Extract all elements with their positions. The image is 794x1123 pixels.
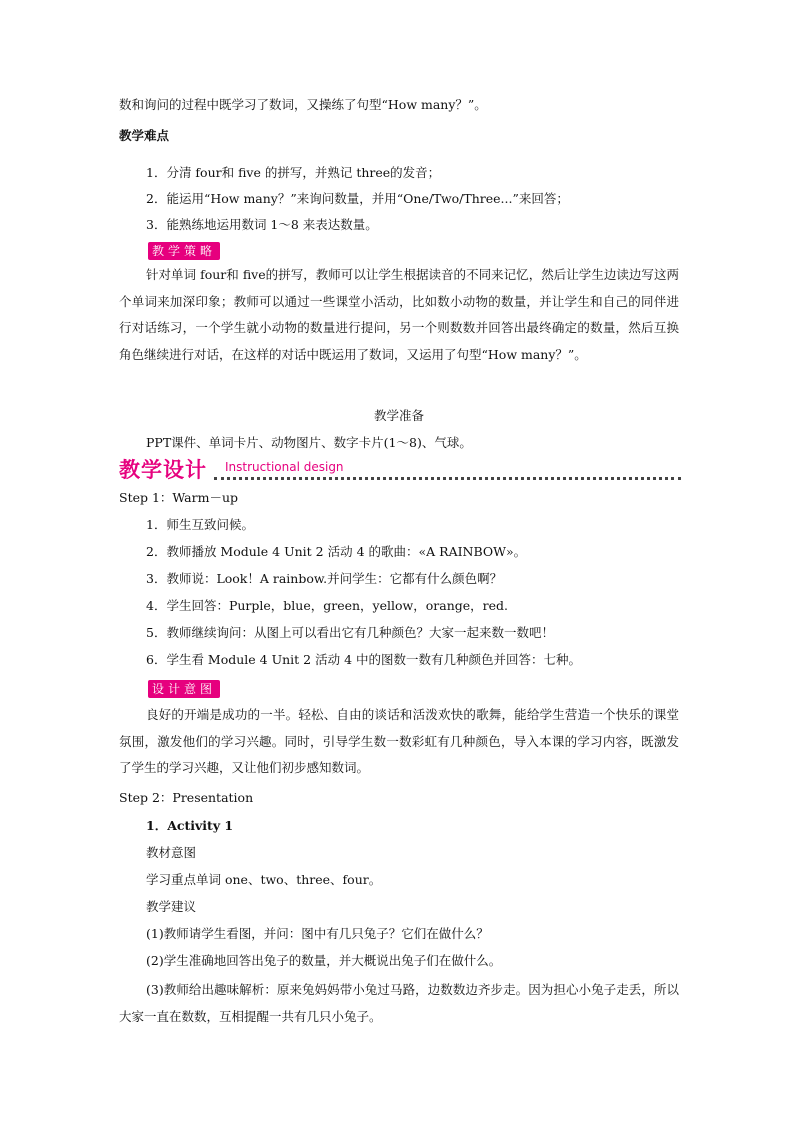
- intent-paragraph: 良好的开端是成功的一半。轻松、自由的谈话和活泼欢快的歌舞，能给学生营造一个快乐的课堂氛围，激发他们的学习兴趣。同时，引导学生数一数彩虹有几种颜色，导入本课的学习内容，既激发了学生的学习兴趣，又让他们初步感知数词。: [119, 707, 679, 775]
- design-title-cn: 教学设计: [119, 458, 207, 482]
- material-intent-label: 教材意图: [146, 845, 197, 860]
- step1-item-2: 2．教师播放 Module 4 Unit 2 活动 4 的歌曲：«A RAINBOW»。: [146, 544, 527, 559]
- difficulty-heading: 教学难点: [119, 128, 170, 143]
- suggestion-1: (1)教师请学生看图，并问：图中有几只兔子？它们在做什么？: [146, 926, 489, 941]
- step1-item-5: 5．教师继续询问：从图上可以看出它有几种颜色？大家一起来数一数吧！: [146, 625, 554, 640]
- difficulty-item-3: 3．能熟练地运用数词 1～8 来表达数量。: [146, 217, 378, 232]
- material-intent-text: 学习重点单词 one、two、three、four。: [146, 872, 382, 887]
- activity-1-heading: 1．Activity 1: [146, 818, 234, 833]
- step2-heading: Step 2：Presentation: [119, 790, 254, 805]
- intro-line: 数和询问的过程中既学习了数词，又操练了句型“How many？”。: [119, 97, 487, 112]
- teaching-suggestion-label: 教学建议: [146, 899, 197, 914]
- step1-item-3: 3．教师说：Look！A rainbow.并问学生：它都有什么颜色啊？: [146, 571, 503, 586]
- intent-tag: 设计意图: [148, 680, 220, 698]
- suggestion-2: (2)学生准确地回答出兔子的数量，并大概说出兔子们在做什么。: [146, 953, 502, 968]
- difficulty-item-1: 1．分清 four和 five 的拼写，并熟记 three的发音；: [146, 165, 441, 180]
- step1-heading: Step 1：Warm－up: [119, 490, 239, 505]
- design-title-en: Instructional design: [225, 460, 344, 474]
- strategy-tag: 教学策略: [148, 242, 220, 260]
- difficulty-item-2: 2．能运用“How many？”来询问数量，并用“One/Two/Three...”来回答；: [146, 191, 569, 206]
- step1-item-6: 6．学生看 Module 4 Unit 2 活动 4 中的图数一数有几种颜色并回答：七种。: [146, 652, 582, 667]
- step1-item-4: 4．学生回答：Purple，blue，green，yellow，orange，red.: [146, 598, 508, 613]
- step1-item-1: 1．师生互致问候。: [146, 517, 254, 532]
- instructional-design-banner: [119, 456, 681, 486]
- strategy-paragraph: 针对单词 four和 five的拼写，教师可以让学生根据读音的不同来记忆，然后让学生边读边写这两个单词来加深印象；教师可以通过一些课堂小活动，比如数小动物的数量，并让学生和自己的同伴进行对话练习，一个学生就小动物的数量进行提问，另一个则数数并回答出最终确定的数量，然后互换角色继续进行对话，在这样的对话中既运用了数词，又运用了句型“How many？”。: [119, 267, 679, 362]
- preparation-heading: 教学准备: [373, 408, 424, 423]
- suggestion-3: (3)教师给出趣味解析：原来兔妈妈带小兔过马路，边数数边齐步走。因为担心小兔子走丢，所以大家一直在数数，互相提醒一共有几只小兔子。: [119, 982, 679, 1024]
- dotted-divider: [214, 477, 681, 480]
- preparation-text: PPT课件、单词卡片、动物图片、数字卡片(1～8)、气球。: [146, 435, 472, 450]
